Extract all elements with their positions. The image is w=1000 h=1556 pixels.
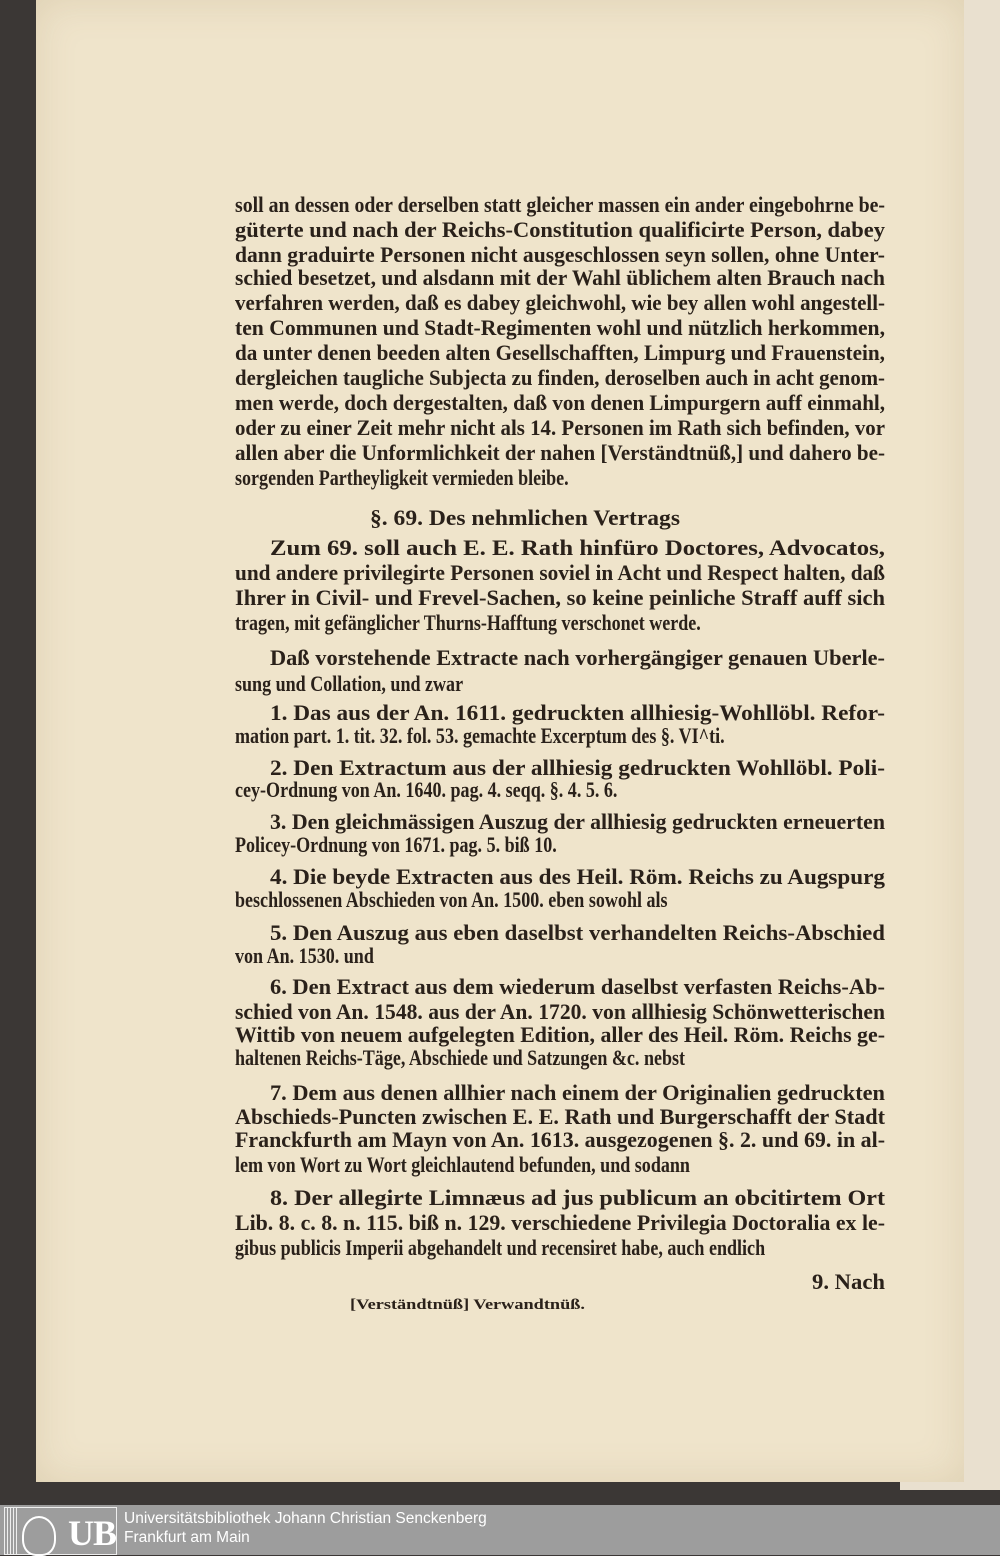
ub-logo [4,1507,117,1555]
catchword: 9. Nach [812,1269,885,1294]
text-line: und andere privilegirte Personen soviel in Acht und Respect halten, daß [235,560,885,585]
text-line: güterte und nach der Reichs-Constitution qualificirte Person, dabey [235,217,885,242]
text-line: Wittib von neuem aufgelegten Edition, aller des Heil. Röm. Reichs ge- [235,1022,885,1047]
library-footer [0,1505,1000,1555]
text-line: sorgenden Partheyligkeit vermieden bleibe. [235,465,569,490]
text-line: sung und Collation, und zwar [235,671,464,696]
institution-city: Frankfurt am Main [124,1529,250,1546]
section-heading: §. 69. Des nehmlichen Vertrags [370,505,680,530]
text-line: Policey-Ordnung von 1671. pag. 5. biß 10. [235,832,557,857]
text-line: schied besetzet, und alsdann mit der Wahl üblichem alten Brauch nach [235,265,885,290]
text-line: Zum 69. soll auch E. E. Rath hinfüro Doctores, Advocatos, [270,535,885,560]
text-line: Lib. 8. c. 8. n. 115. biß n. 129. verschiedene Privilegia Doctoralia ex le- [235,1210,885,1235]
footnote: [Verständtnüß] Verwandtnüß. [350,1297,585,1313]
text-line: dann graduirte Personen nicht ausgeschlossen seyn sollen, ohne Unter- [235,242,885,267]
text-line: lem von Wort zu Wort gleichlautend befunden, und sodann [235,1152,690,1177]
text-line: schied von An. 1548. aus der An. 1720. von allhiesig Schönwetterischen [235,999,885,1024]
text-line: haltenen Reichs-Täge, Abschiede und Satzungen &c. nebst [235,1045,686,1070]
text-line: 3. Den gleichmässigen Auszug der allhiesig gedruckten erneuerten [270,809,885,834]
text-line: allen aber die Unformlichkeit der nahen [Verständtnüß,] und dahero be- [235,440,885,465]
text-line: 6. Den Extract aus dem wiederum daselbst verfasten Reichs-Ab- [270,974,885,999]
text-line: 7. Dem aus denen allhier nach einem der Originalien gedruckten [270,1080,885,1105]
text-line: 5. Den Auszug aus eben daselbst verhandelten Reichs-Abschied [270,920,885,945]
institution-name: Universitätsbibliothek Johann Christian Senckenberg [124,1510,487,1527]
text-line: men werde, doch dergestalten, daß von denen Limpurgern auff einmahl, [235,390,885,415]
logo-bars-icon [4,1508,17,1554]
text-line: dergleichen taugliche Subjecta zu finden, deroselben auch in acht genom- [235,365,885,390]
text-line: 4. Die beyde Extracten aus des Heil. Röm. Reichs zu Augspurg [270,864,885,889]
text-line: mation part. 1. tit. 32. fol. 53. gemachte Excerptum des §. VI^ti. [235,723,725,748]
text-line: 8. Der allegirte Limnæus ad jus publicum an obcitirtem Ort [270,1185,886,1210]
text-line: gibus publicis Imperii abgehandelt und recensiret habe, auch endlich [235,1235,766,1260]
text-line: 2. Den Extractum aus der allhiesig gedruckten Wohllöbl. Poli- [270,755,885,780]
text-line: tragen, mit gefänglicher Thurns-Hafftung verschonet werde. [235,610,701,635]
text-line: Abschieds-Puncten zwischen E. E. Rath und Burgerschafft der Stadt [235,1104,885,1129]
logo-text: UB [68,1513,117,1553]
text-line: soll an dessen oder derselben statt gleicher massen ein ander eingebohrne be- [235,192,885,217]
text-line: da unter denen beeden alten Gesellschafften, Limpurg und Frauenstein, [235,340,885,365]
text-line: von An. 1530. und [235,943,374,968]
text-line: oder zu einer Zeit mehr nicht als 14. Personen im Rath sich befinden, vor [235,415,885,440]
text-line: Ihrer in Civil- und Frevel-Sachen, so keine peinliche Straff auff sich [235,585,885,610]
text-line: verfahren werden, daß es dabey gleichwohl, wie bey allen wohl angestell- [235,290,885,315]
text-line: cey-Ordnung von An. 1640. pag. 4. seqq. §. 4. 5. 6. [235,777,618,802]
text-line: ten Communen und Stadt-Regimenten wohl und nützlich herkommen, [235,315,885,340]
text-line: Franckfurth am Mayn von An. 1613. ausgezogenen §. 2. und 69. in al- [235,1127,885,1152]
portrait-icon [22,1516,56,1556]
text-line: Daß vorstehende Extracte nach vorhergängiger genauen Uberle- [270,645,885,670]
text-line: 1. Das aus der An. 1611. gedruckten allhiesig-Wohllöbl. Refor- [270,700,885,725]
text-line: beschlossenen Abschieden von An. 1500. eben sowohl als [235,887,668,912]
